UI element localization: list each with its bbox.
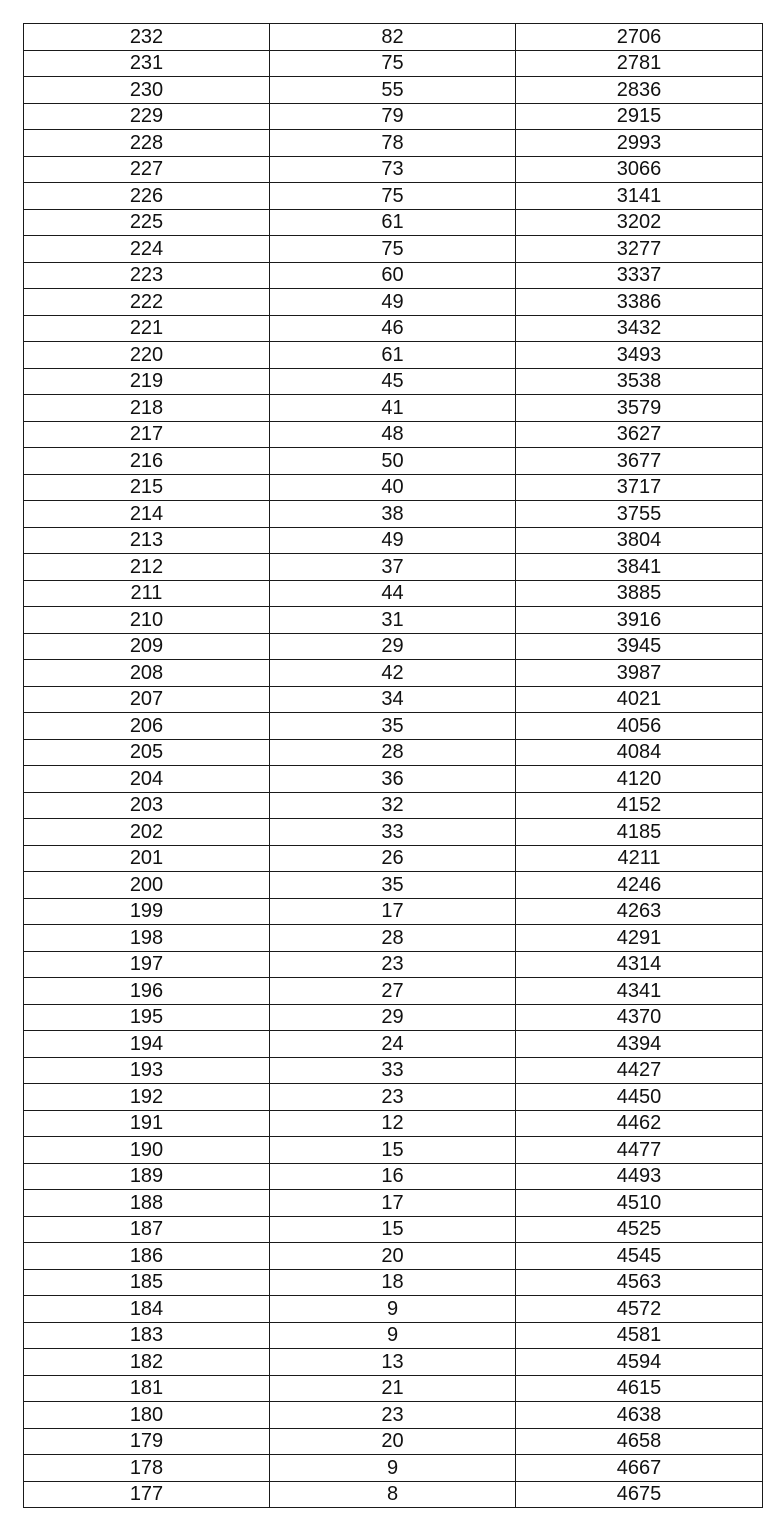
- count-cell: 29: [270, 633, 516, 660]
- table-row: [24, 342, 763, 369]
- score-cell: 194: [24, 1031, 270, 1058]
- cumulative-cell: 3432: [516, 315, 763, 342]
- cumulative-cell: 2781: [516, 50, 763, 77]
- table-row: [24, 1455, 763, 1482]
- score-cell: 214: [24, 501, 270, 528]
- count-cell: 28: [270, 925, 516, 952]
- cumulative-cell: 4510: [516, 1190, 763, 1217]
- score-cell: 203: [24, 792, 270, 819]
- count-cell: 60: [270, 262, 516, 289]
- score-cell: 200: [24, 872, 270, 899]
- table-row: [24, 1163, 763, 1190]
- score-cell: 177: [24, 1481, 270, 1508]
- cumulative-cell: 4120: [516, 766, 763, 793]
- count-cell: 29: [270, 1004, 516, 1031]
- cumulative-cell: 4594: [516, 1349, 763, 1376]
- cumulative-cell: 3386: [516, 289, 763, 316]
- score-cell: 218: [24, 395, 270, 422]
- score-cell: 178: [24, 1455, 270, 1482]
- score-cell: 199: [24, 898, 270, 925]
- score-cell: 185: [24, 1269, 270, 1296]
- cumulative-cell: 4341: [516, 978, 763, 1005]
- count-cell: 61: [270, 209, 516, 236]
- count-cell: 18: [270, 1269, 516, 1296]
- cumulative-cell: 4291: [516, 925, 763, 952]
- count-cell: 23: [270, 1402, 516, 1429]
- table-row: [24, 183, 763, 210]
- cumulative-cell: 4581: [516, 1322, 763, 1349]
- score-cell: 208: [24, 660, 270, 687]
- cumulative-cell: 2993: [516, 130, 763, 157]
- count-cell: 9: [270, 1455, 516, 1482]
- cumulative-cell: 2915: [516, 103, 763, 130]
- cumulative-cell: 4525: [516, 1216, 763, 1243]
- table-row: [24, 845, 763, 872]
- count-cell: 44: [270, 580, 516, 607]
- score-cell: 187: [24, 1216, 270, 1243]
- score-cell: 228: [24, 130, 270, 157]
- count-cell: 40: [270, 474, 516, 501]
- cumulative-cell: 3841: [516, 554, 763, 581]
- score-cell: 227: [24, 156, 270, 183]
- count-cell: 49: [270, 527, 516, 554]
- count-cell: 9: [270, 1322, 516, 1349]
- score-cell: 222: [24, 289, 270, 316]
- count-cell: 27: [270, 978, 516, 1005]
- cumulative-cell: 4211: [516, 845, 763, 872]
- table-row: [24, 686, 763, 713]
- cumulative-cell: 2706: [516, 24, 763, 51]
- score-cell: 210: [24, 607, 270, 634]
- table-row: [24, 766, 763, 793]
- cumulative-cell: 4263: [516, 898, 763, 925]
- table-row: [24, 1481, 763, 1508]
- table-row: [24, 1190, 763, 1217]
- cumulative-cell: 4545: [516, 1243, 763, 1270]
- table-row: [24, 1269, 763, 1296]
- score-cell: 230: [24, 77, 270, 104]
- cumulative-cell: 4394: [516, 1031, 763, 1058]
- count-cell: 32: [270, 792, 516, 819]
- cumulative-cell: 3717: [516, 474, 763, 501]
- cumulative-cell: 4563: [516, 1269, 763, 1296]
- score-cell: 180: [24, 1402, 270, 1429]
- table-row: [24, 262, 763, 289]
- cumulative-cell: 4246: [516, 872, 763, 899]
- count-cell: 24: [270, 1031, 516, 1058]
- score-table-container: [23, 23, 762, 1508]
- score-cell: 189: [24, 1163, 270, 1190]
- count-cell: 35: [270, 872, 516, 899]
- score-cell: 220: [24, 342, 270, 369]
- score-cell: 219: [24, 368, 270, 395]
- table-row: [24, 978, 763, 1005]
- score-cell: 226: [24, 183, 270, 210]
- cumulative-cell: 4667: [516, 1455, 763, 1482]
- table-row: [24, 527, 763, 554]
- count-cell: 20: [270, 1428, 516, 1455]
- table-row: [24, 289, 763, 316]
- score-cell: 183: [24, 1322, 270, 1349]
- table-row: [24, 501, 763, 528]
- count-cell: 12: [270, 1110, 516, 1137]
- table-row: [24, 1110, 763, 1137]
- cumulative-cell: 3579: [516, 395, 763, 422]
- table-row: [24, 24, 763, 51]
- cumulative-cell: 3337: [516, 262, 763, 289]
- table-row: [24, 1296, 763, 1323]
- cumulative-cell: 3804: [516, 527, 763, 554]
- table-row: [24, 1402, 763, 1429]
- table-row: [24, 130, 763, 157]
- count-cell: 26: [270, 845, 516, 872]
- table-row: [24, 156, 763, 183]
- table-body: [24, 24, 763, 1508]
- count-cell: 82: [270, 24, 516, 51]
- cumulative-cell: 3538: [516, 368, 763, 395]
- table-row: [24, 633, 763, 660]
- cumulative-cell: 4370: [516, 1004, 763, 1031]
- cumulative-cell: 4152: [516, 792, 763, 819]
- table-row: [24, 1137, 763, 1164]
- cumulative-cell: 3202: [516, 209, 763, 236]
- cumulative-cell: 4638: [516, 1402, 763, 1429]
- score-cell: 211: [24, 580, 270, 607]
- cumulative-cell: 4314: [516, 951, 763, 978]
- count-cell: 73: [270, 156, 516, 183]
- score-table: [23, 23, 763, 1508]
- count-cell: 31: [270, 607, 516, 634]
- table-row: [24, 1243, 763, 1270]
- score-cell: 213: [24, 527, 270, 554]
- score-cell: 207: [24, 686, 270, 713]
- table-row: [24, 1322, 763, 1349]
- cumulative-cell: 3677: [516, 448, 763, 475]
- cumulative-cell: 4084: [516, 739, 763, 766]
- cumulative-cell: 3885: [516, 580, 763, 607]
- count-cell: 15: [270, 1137, 516, 1164]
- score-cell: 190: [24, 1137, 270, 1164]
- table-row: [24, 315, 763, 342]
- count-cell: 75: [270, 50, 516, 77]
- table-row: [24, 50, 763, 77]
- table-row: [24, 951, 763, 978]
- count-cell: 15: [270, 1216, 516, 1243]
- cumulative-cell: 4615: [516, 1375, 763, 1402]
- table-row: [24, 421, 763, 448]
- table-row: [24, 395, 763, 422]
- table-row: [24, 1004, 763, 1031]
- cumulative-cell: 3066: [516, 156, 763, 183]
- table-row: [24, 474, 763, 501]
- score-cell: 198: [24, 925, 270, 952]
- score-cell: 216: [24, 448, 270, 475]
- table-row: [24, 925, 763, 952]
- count-cell: 78: [270, 130, 516, 157]
- score-cell: 204: [24, 766, 270, 793]
- table-row: [24, 209, 763, 236]
- count-cell: 13: [270, 1349, 516, 1376]
- table-row: [24, 1349, 763, 1376]
- score-cell: 217: [24, 421, 270, 448]
- score-cell: 229: [24, 103, 270, 130]
- score-cell: 193: [24, 1057, 270, 1084]
- cumulative-cell: 4462: [516, 1110, 763, 1137]
- cumulative-cell: 4477: [516, 1137, 763, 1164]
- cumulative-cell: 3277: [516, 236, 763, 263]
- cumulative-cell: 4493: [516, 1163, 763, 1190]
- cumulative-cell: 3141: [516, 183, 763, 210]
- table-row: [24, 739, 763, 766]
- count-cell: 75: [270, 183, 516, 210]
- table-row: [24, 819, 763, 846]
- cumulative-cell: 4427: [516, 1057, 763, 1084]
- score-cell: 232: [24, 24, 270, 51]
- count-cell: 75: [270, 236, 516, 263]
- count-cell: 33: [270, 1057, 516, 1084]
- count-cell: 17: [270, 1190, 516, 1217]
- cumulative-cell: 4658: [516, 1428, 763, 1455]
- table-row: [24, 898, 763, 925]
- cumulative-cell: 4185: [516, 819, 763, 846]
- count-cell: 50: [270, 448, 516, 475]
- count-cell: 41: [270, 395, 516, 422]
- score-cell: 225: [24, 209, 270, 236]
- score-cell: 195: [24, 1004, 270, 1031]
- cumulative-cell: 4572: [516, 1296, 763, 1323]
- count-cell: 16: [270, 1163, 516, 1190]
- score-cell: 212: [24, 554, 270, 581]
- count-cell: 23: [270, 951, 516, 978]
- score-cell: 209: [24, 633, 270, 660]
- count-cell: 48: [270, 421, 516, 448]
- score-cell: 215: [24, 474, 270, 501]
- cumulative-cell: 4021: [516, 686, 763, 713]
- count-cell: 8: [270, 1481, 516, 1508]
- count-cell: 37: [270, 554, 516, 581]
- score-cell: 181: [24, 1375, 270, 1402]
- cumulative-cell: 4675: [516, 1481, 763, 1508]
- count-cell: 36: [270, 766, 516, 793]
- score-cell: 221: [24, 315, 270, 342]
- count-cell: 79: [270, 103, 516, 130]
- count-cell: 9: [270, 1296, 516, 1323]
- score-cell: 186: [24, 1243, 270, 1270]
- score-cell: 205: [24, 739, 270, 766]
- score-cell: 206: [24, 713, 270, 740]
- table-row: [24, 713, 763, 740]
- score-cell: 182: [24, 1349, 270, 1376]
- count-cell: 46: [270, 315, 516, 342]
- score-cell: 197: [24, 951, 270, 978]
- count-cell: 49: [270, 289, 516, 316]
- cumulative-cell: 3627: [516, 421, 763, 448]
- count-cell: 34: [270, 686, 516, 713]
- count-cell: 23: [270, 1084, 516, 1111]
- score-cell: 184: [24, 1296, 270, 1323]
- score-cell: 191: [24, 1110, 270, 1137]
- table-row: [24, 792, 763, 819]
- count-cell: 28: [270, 739, 516, 766]
- table-row: [24, 236, 763, 263]
- table-row: [24, 872, 763, 899]
- count-cell: 55: [270, 77, 516, 104]
- count-cell: 33: [270, 819, 516, 846]
- count-cell: 45: [270, 368, 516, 395]
- score-cell: 223: [24, 262, 270, 289]
- table-row: [24, 368, 763, 395]
- table-row: [24, 1375, 763, 1402]
- cumulative-cell: 4450: [516, 1084, 763, 1111]
- cumulative-cell: 3916: [516, 607, 763, 634]
- table-row: [24, 1084, 763, 1111]
- count-cell: 42: [270, 660, 516, 687]
- cumulative-cell: 2836: [516, 77, 763, 104]
- table-row: [24, 660, 763, 687]
- count-cell: 17: [270, 898, 516, 925]
- score-cell: 188: [24, 1190, 270, 1217]
- table-row: [24, 77, 763, 104]
- table-row: [24, 607, 763, 634]
- cumulative-cell: 3755: [516, 501, 763, 528]
- cumulative-cell: 3493: [516, 342, 763, 369]
- count-cell: 35: [270, 713, 516, 740]
- count-cell: 20: [270, 1243, 516, 1270]
- score-cell: 179: [24, 1428, 270, 1455]
- cumulative-cell: 4056: [516, 713, 763, 740]
- score-cell: 231: [24, 50, 270, 77]
- score-cell: 196: [24, 978, 270, 1005]
- table-row: [24, 1428, 763, 1455]
- table-row: [24, 1031, 763, 1058]
- cumulative-cell: 3987: [516, 660, 763, 687]
- table-row: [24, 580, 763, 607]
- score-cell: 224: [24, 236, 270, 263]
- count-cell: 38: [270, 501, 516, 528]
- cumulative-cell: 3945: [516, 633, 763, 660]
- score-cell: 202: [24, 819, 270, 846]
- table-row: [24, 554, 763, 581]
- count-cell: 21: [270, 1375, 516, 1402]
- table-row: [24, 103, 763, 130]
- table-row: [24, 1216, 763, 1243]
- score-cell: 201: [24, 845, 270, 872]
- count-cell: 61: [270, 342, 516, 369]
- table-row: [24, 448, 763, 475]
- table-row: [24, 1057, 763, 1084]
- score-cell: 192: [24, 1084, 270, 1111]
